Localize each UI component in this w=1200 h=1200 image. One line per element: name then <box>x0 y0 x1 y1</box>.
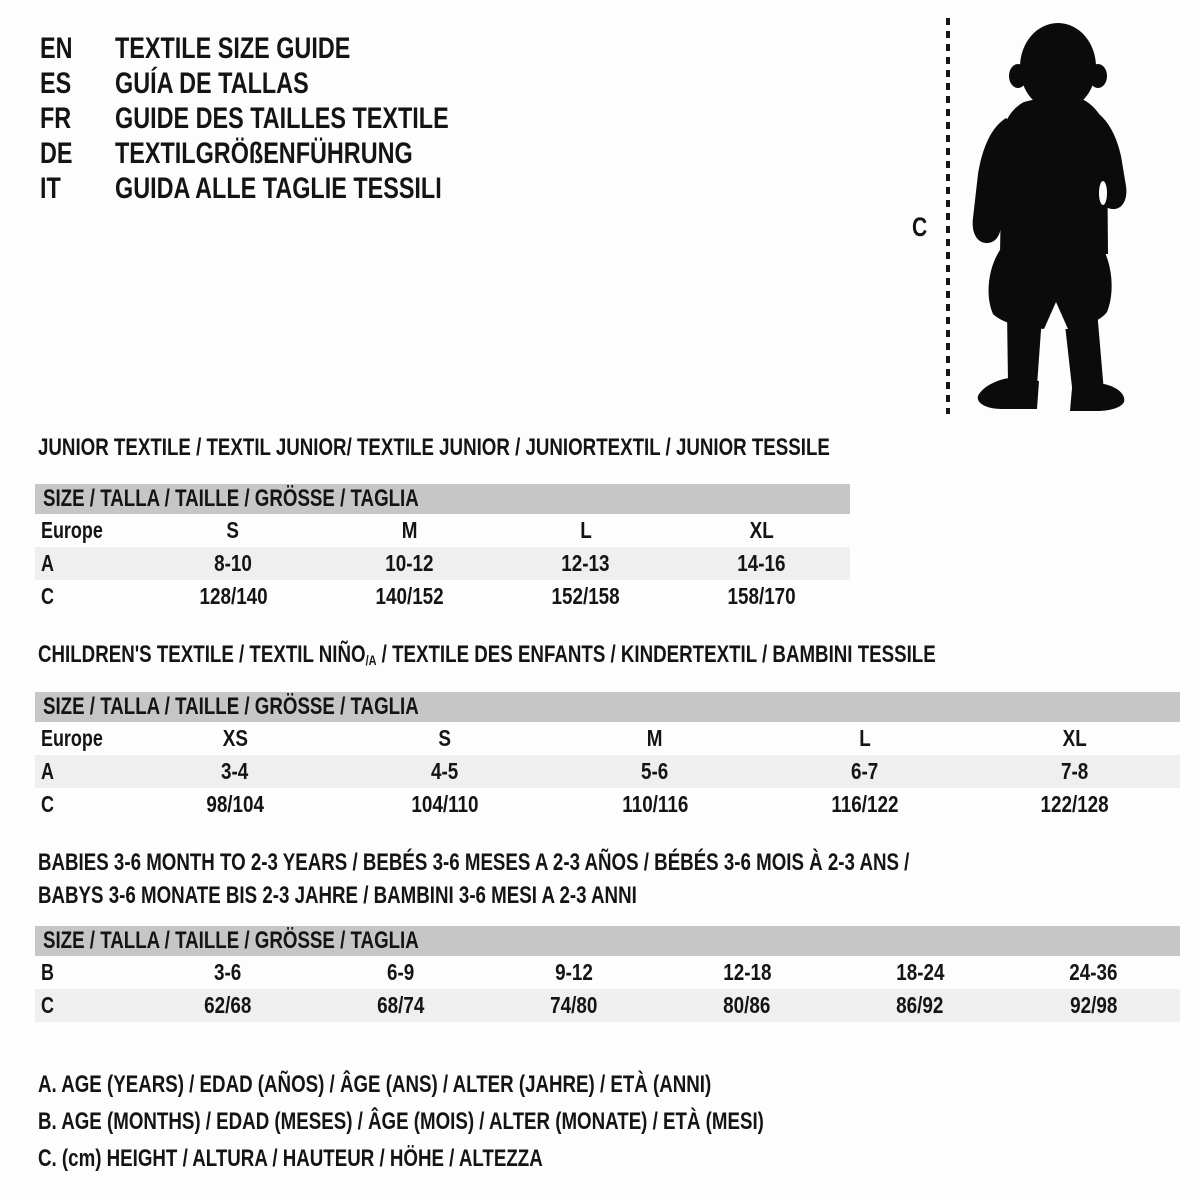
nino-a-subscript: /A <box>365 652 377 668</box>
height-cell: 128/140 <box>199 583 268 609</box>
height-cell: 116/122 <box>831 791 899 817</box>
height-cell: 80/86 <box>723 992 771 1018</box>
age-cell: 12-13 <box>561 550 610 576</box>
language-code: DE <box>40 137 73 170</box>
table-row-height-cm <box>35 788 1180 821</box>
age-cell: 8-10 <box>214 550 252 576</box>
language-code: IT <box>40 172 61 205</box>
guide-title: TEXTILE SIZE GUIDE <box>115 32 351 65</box>
language-code: ES <box>40 67 72 100</box>
table-row-height-cm <box>35 989 1180 1022</box>
size-cell: XL <box>749 517 774 543</box>
height-cell: 110/116 <box>621 791 689 817</box>
language-row-es <box>40 66 543 101</box>
children-size-table <box>35 692 1180 821</box>
table-row-height-cm <box>35 580 850 613</box>
measure-legend <box>38 1066 969 1177</box>
table-row-age-years <box>35 755 1180 788</box>
height-cell: 140/152 <box>375 583 444 609</box>
guide-title: TEXTILGRÖßENFÜHRUNG <box>115 137 413 170</box>
row-label: C <box>41 992 54 1018</box>
size-header-bar: SIZE / TALLA / TAILLE / GRÖSSE / TAGLIA <box>35 484 850 514</box>
age-cell: 6-7 <box>851 758 879 784</box>
age-cell: 18-24 <box>896 959 945 985</box>
babies-section-heading: BABIES 3-6 MONTH TO 2-3 YEARS / BEBÉS 3-6 MESES A 2-3 AÑOS / BÉBÉS 3-6 MOIS À 2-3 ANS / BABYS 3-6 MONATE BIS 2-3 JAHRE / BAMBINI 3-6 MESI A 2-3 ANNI <box>38 849 910 909</box>
age-cell: 3-6 <box>213 959 242 985</box>
language-row-en <box>40 31 543 66</box>
age-cell: 5-6 <box>641 758 669 784</box>
age-cell: 14-16 <box>737 550 786 576</box>
guide-title: GUÍA DE TALLAS <box>115 67 309 100</box>
guide-title: GUIDE DES TAILLES TEXTILE <box>115 102 449 135</box>
age-cell: 24-36 <box>1069 959 1118 985</box>
table-row-age-years <box>35 547 850 580</box>
height-measure-line <box>946 18 950 414</box>
age-cell: 6-9 <box>387 959 415 985</box>
age-cell: 7-8 <box>1061 758 1089 784</box>
toddler-silhouette-icon <box>960 12 1140 417</box>
size-cell: S <box>438 725 452 751</box>
size-cell: M <box>401 517 418 543</box>
height-cell: 158/170 <box>727 583 796 609</box>
height-measure-label: C <box>912 212 928 242</box>
size-cell: XS <box>222 725 248 751</box>
size-header-bar: SIZE / TALLA / TAILLE / GRÖSSE / TAGLIA <box>35 926 1180 956</box>
legend-line-c: C. (cm) HEIGHT / ALTURA / HAUTEUR / HÖHE / ALTEZZA <box>38 1145 543 1172</box>
size-cell: S <box>226 517 240 543</box>
language-row-de <box>40 136 543 171</box>
language-title-list <box>40 31 543 206</box>
row-label: B <box>41 959 54 985</box>
height-cell: 98/104 <box>206 791 264 817</box>
junior-size-table <box>35 484 850 613</box>
children-section-heading: CHILDREN'S TEXTILE / TEXTIL NIÑO/A / TEXTILE DES ENFANTS / KINDERTEXTIL / BAMBINI TESSILE <box>38 641 936 668</box>
babies-size-table <box>35 926 1180 1022</box>
table-row-europe <box>35 514 850 547</box>
table-row-europe <box>35 722 1180 755</box>
age-cell: 12-18 <box>722 959 772 985</box>
row-label: C <box>41 583 54 609</box>
height-cell: 86/92 <box>896 992 944 1018</box>
row-label: A <box>41 758 54 784</box>
age-cell: 10-12 <box>385 550 434 576</box>
height-cell: 62/68 <box>203 992 252 1018</box>
language-code: EN <box>40 32 73 65</box>
size-cell: L <box>859 725 871 751</box>
legend-line-b: B. AGE (MONTHS) / EDAD (MESES) / ÂGE (MOIS) / ALTER (MONATE) / ETÀ (MESI) <box>38 1108 764 1135</box>
junior-section-heading: JUNIOR TEXTILE / TEXTIL JUNIOR/ TEXTILE JUNIOR / JUNIORTEXTIL / JUNIOR TESSILE <box>38 434 830 461</box>
table-row-age-months <box>35 956 1180 989</box>
height-cell: 92/98 <box>1069 992 1118 1018</box>
row-label: Europe <box>41 725 103 751</box>
size-header-bar: SIZE / TALLA / TAILLE / GRÖSSE / TAGLIA <box>35 692 1180 722</box>
size-cell: XL <box>1062 725 1088 751</box>
height-cell: 152/158 <box>551 583 620 609</box>
height-cell: 68/74 <box>377 992 425 1018</box>
row-label: A <box>41 550 54 576</box>
language-row-it <box>40 171 543 206</box>
size-cell: M <box>647 725 663 751</box>
row-label: Europe <box>41 517 103 543</box>
age-cell: 4-5 <box>431 758 459 784</box>
language-code: FR <box>40 102 72 135</box>
age-cell: 3-4 <box>221 758 249 784</box>
age-cell: 9-12 <box>555 959 593 985</box>
height-cell: 104/110 <box>411 791 479 817</box>
height-cell: 74/80 <box>550 992 598 1018</box>
height-cell: 122/128 <box>1040 791 1110 817</box>
row-label: C <box>41 791 54 817</box>
language-row-fr <box>40 101 543 136</box>
legend-line-a: A. AGE (YEARS) / EDAD (AÑOS) / ÂGE (ANS) / ALTER (JAHRE) / ETÀ (ANNI) <box>38 1071 712 1098</box>
guide-title: GUIDA ALLE TAGLIE TESSILI <box>115 172 442 205</box>
size-cell: L <box>579 517 592 543</box>
